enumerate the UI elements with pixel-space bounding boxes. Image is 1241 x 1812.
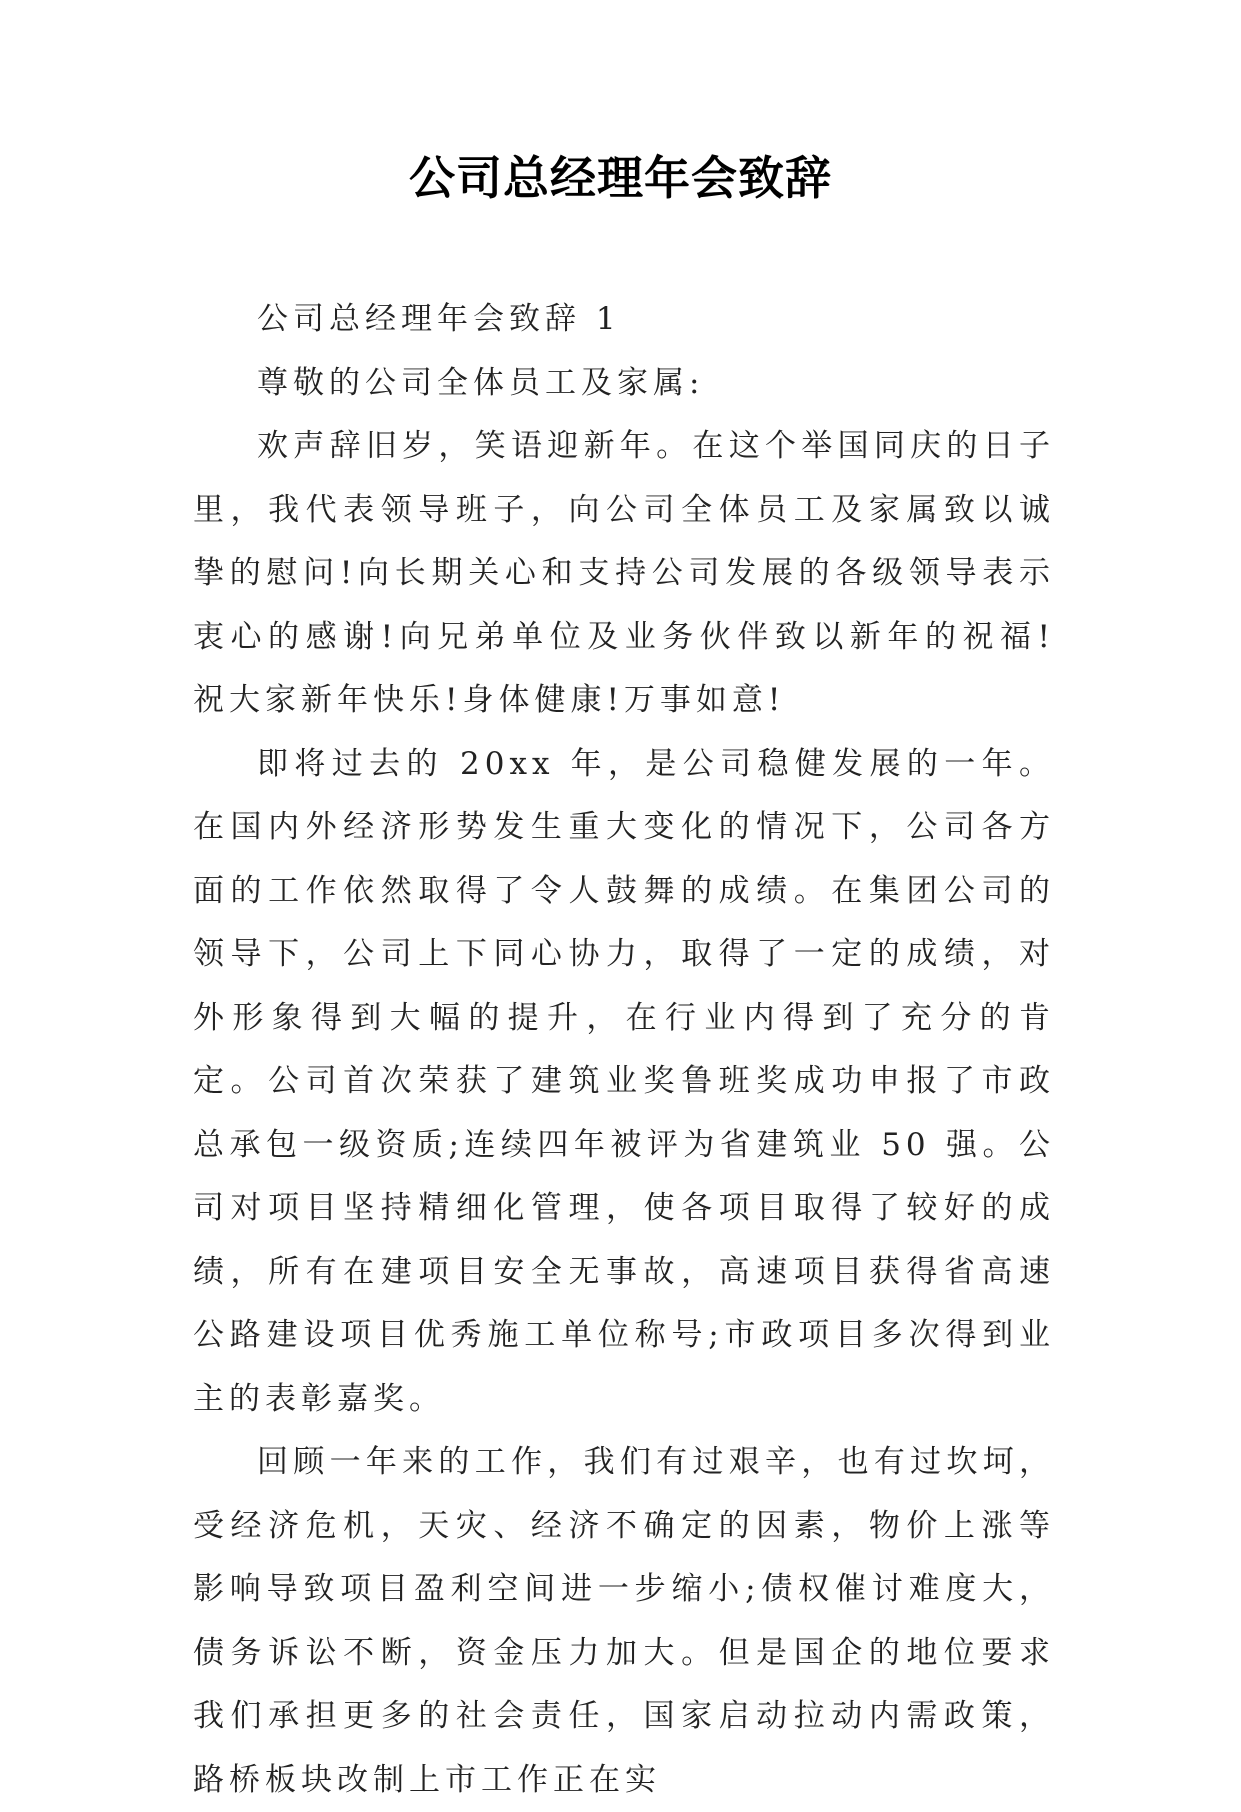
salutation-paragraph: 尊敬的公司全体员工及家属:: [257, 364, 705, 401]
document-title: 公司总经理年会致辞: [409, 151, 832, 205]
document-body: [193, 288, 1055, 1812]
body-paragraph: 回顾一年来的工作，我们有过艰辛，也有过坎坷，受经济危机，天灾、经济不确定的因素，物价上涨等影响导致项目盈利空间进一步缩小;债权催讨难度大，债务诉讼不断，资金压力加大。但是国企的地位要求我们承担更多的社会责任，国家启动拉动内需政策，路桥板块改制上市工作正在实: [193, 1444, 1055, 1798]
body-paragraph: 欢声辞旧岁，笑语迎新年。在这个举国同庆的日子里，我代表领导班子，向公司全体员工及家属致以诚挚的慰问!向长期关心和支持公司发展的各级领导表示衷心的感谢!向兄弟单位及业务伙伴致以新年的祝福!祝大家新年快乐!身体健康!万事如意!: [193, 428, 1055, 718]
body-paragraph: 即将过去的 20xx 年，是公司稳健发展的一年。在国内外经济形势发生重大变化的情况下，公司各方面的工作依然取得了令人鼓舞的成绩。在集团公司的领导下，公司上下同心协力，取得了一定的成绩，对外形象得到大幅的提升，在行业内得到了充分的肯定。公司首次荣获了建筑业奖鲁班奖成功申报了市政总承包一级资质;连续四年被评为省建筑业 50 强。公司对项目坚持精细化管理，使各项目取得了较好的成绩，所有在建项目安全无事故，高速项目获得省高速公路建设项目优秀施工单位称号;市政项目多次得到业主的表彰嘉奖。: [193, 745, 1055, 1417]
subtitle-paragraph: 公司总经理年会致辞 1: [257, 301, 621, 337]
